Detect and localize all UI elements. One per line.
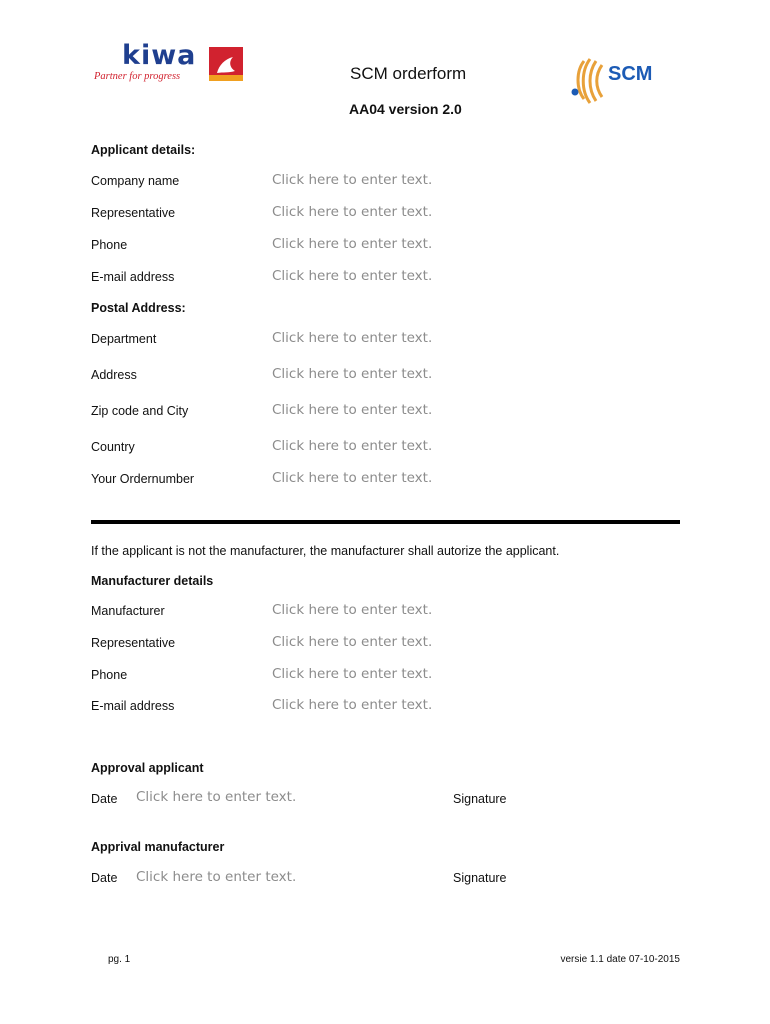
approval-manufacturer-heading: Apprival manufacturer bbox=[91, 840, 225, 854]
manufacturer-representative-field[interactable]: Click here to enter text. bbox=[272, 634, 433, 650]
section-divider bbox=[91, 520, 680, 524]
scm-wave-icon bbox=[570, 55, 610, 107]
kiwa-tagline: Partner for progress bbox=[94, 71, 181, 82]
email-label: E-mail address bbox=[91, 270, 175, 284]
manufacturer-phone-label: Phone bbox=[91, 668, 128, 682]
ordernumber-field[interactable]: Click here to enter text. bbox=[272, 470, 433, 486]
kiwa-wordmark: kiwa bbox=[122, 40, 197, 71]
phone-field[interactable]: Click here to enter text. bbox=[272, 236, 433, 252]
manufacturer-field[interactable]: Click here to enter text. bbox=[272, 602, 433, 618]
approval-manufacturer-date-field[interactable]: Click here to enter text. bbox=[136, 869, 297, 885]
approval-manufacturer-date-label: Date bbox=[91, 871, 118, 885]
approval-applicant-signature-label: Signature bbox=[453, 792, 507, 806]
zip-city-field[interactable]: Click here to enter text. bbox=[272, 402, 433, 418]
approval-manufacturer-signature-label: Signature bbox=[453, 871, 507, 885]
manufacturer-phone-field[interactable]: Click here to enter text. bbox=[272, 666, 433, 682]
page-number: pg. 1 bbox=[108, 954, 131, 965]
kiwa-logo bbox=[92, 40, 244, 86]
kiwa-emblem-icon bbox=[209, 47, 243, 81]
page-title: SCM orderform bbox=[350, 64, 467, 83]
page-subtitle: AA04 version 2.0 bbox=[349, 101, 462, 117]
approval-applicant-date-label: Date bbox=[91, 792, 118, 806]
address-field[interactable]: Click here to enter text. bbox=[272, 366, 433, 382]
manufacturer-email-label: E-mail address bbox=[91, 699, 175, 713]
ordernumber-label: Your Ordernumber bbox=[91, 472, 195, 486]
applicant-heading: Applicant details: bbox=[91, 143, 196, 157]
approval-applicant-heading: Approval applicant bbox=[91, 761, 204, 775]
manufacturer-notice: If the applicant is not the manufacturer, the manufacturer shall autorize the applicant. bbox=[91, 544, 560, 558]
country-field[interactable]: Click here to enter text. bbox=[272, 438, 433, 454]
approval-applicant-date-field[interactable]: Click here to enter text. bbox=[136, 789, 297, 805]
manufacturer-representative-label: Representative bbox=[91, 636, 176, 650]
scm-wordmark: SCM bbox=[608, 63, 653, 85]
representative-field[interactable]: Click here to enter text. bbox=[272, 204, 433, 220]
phone-label: Phone bbox=[91, 238, 128, 252]
zip-city-label: Zip code and City bbox=[91, 404, 189, 418]
manufacturer-heading: Manufacturer details bbox=[91, 574, 214, 588]
scm-logo bbox=[570, 55, 660, 107]
version-info: versie 1.1 date 07-10-2015 bbox=[560, 954, 680, 965]
representative-label: Representative bbox=[91, 206, 176, 220]
department-label: Department bbox=[91, 332, 157, 346]
email-field[interactable]: Click here to enter text. bbox=[272, 268, 433, 284]
manufacturer-label: Manufacturer bbox=[91, 604, 165, 618]
department-field[interactable]: Click here to enter text. bbox=[272, 330, 433, 346]
company-name-label: Company name bbox=[91, 174, 180, 188]
address-label: Address bbox=[91, 368, 137, 382]
country-label: Country bbox=[91, 440, 135, 454]
company-name-field[interactable]: Click here to enter text. bbox=[272, 172, 433, 188]
manufacturer-email-field[interactable]: Click here to enter text. bbox=[272, 697, 433, 713]
postal-heading: Postal Address: bbox=[91, 301, 186, 315]
